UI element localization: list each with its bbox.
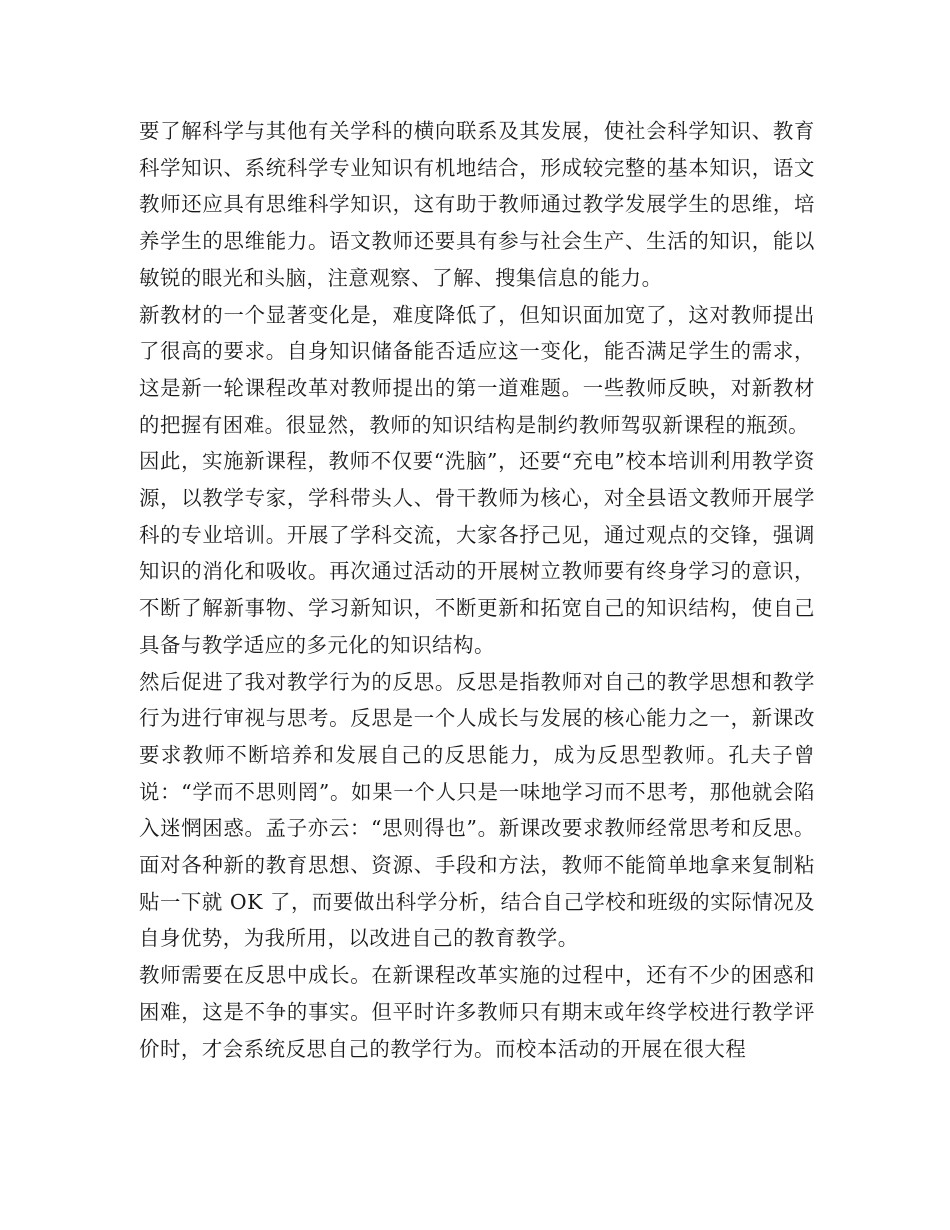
paragraph-4: 然后促进了我对教学行为的反思。反思是指教师对自己的教学思想和教学行为进行审视与思考。反思是一个人成长与发展的核心能力之一，新课改要求教师不断培养和发展自己的反思能力，成为反思型教师。孔夫子曾说：“学而不思则罔”。如果一个人只是一味地学习而不思考，那他就会陷入迷惘困惑。孟子亦云：“思则得也”。新课改要求教师经常思考和反思。面对各种新的教育思想、资源、手段和方法，教师不能简单地拿来复制粘贴一下就 OK 了，而要做出科学分析，结合自己学校和班级的实际情况及自身优势，为我所用，以改进自己的教育教学。 [139, 669, 815, 951]
paragraph-3: 因此，实施新课程，教师不仅要“洗脑”，还要“充电”校本培训利用教学资源，以教学专家，学科带头人、骨干教师为核心，对全县语文教师开展学科的专业培训。开展了学科交流，大家各抒己见，通过观点的交锋，强调知识的消化和吸收。再次通过活动的开展树立教师要有终身学习的意识，不断了解新事物、学习新知识，不断更新和拓宽自己的知识结构，使自己具备与教学适应的多元化的知识结构。 [139, 449, 815, 657]
document-body [139, 113, 815, 1067]
paragraph-5: 教师需要在反思中成长。在新课程改革实施的过程中，还有不少的困惑和困难，这是不争的事实。但平时许多教师只有期末或年终学校进行教学评价时，才会系统反思自己的教学行为。而校本活动的开展在很大程 [139, 963, 815, 1061]
paragraph-2: 新教材的一个显著变化是，难度降低了，但知识面加宽了，这对教师提出了很高的要求。自身知识储备能否适应这一变化，能否满足学生的需求，这是新一轮课程改革对教师提出的第一道难题。一些教师反映，对新教材的把握有困难。很显然，教师的知识结构是制约教师驾驭新课程的瓶颈。 [139, 302, 815, 437]
paragraph-1: 要了解科学与其他有关学科的横向联系及其发展，使社会科学知识、教育科学知识、系统科学专业知识有机地结合，形成较完整的基本知识，语文教师还应具有思维科学知识，这有助于教师通过教学发展学生的思维，培养学生的思维能力。语文教师还要具有参与社会生产、生活的知识，能以敏锐的眼光和头脑，注意观察、了解、搜集信息的能力。 [139, 119, 815, 290]
